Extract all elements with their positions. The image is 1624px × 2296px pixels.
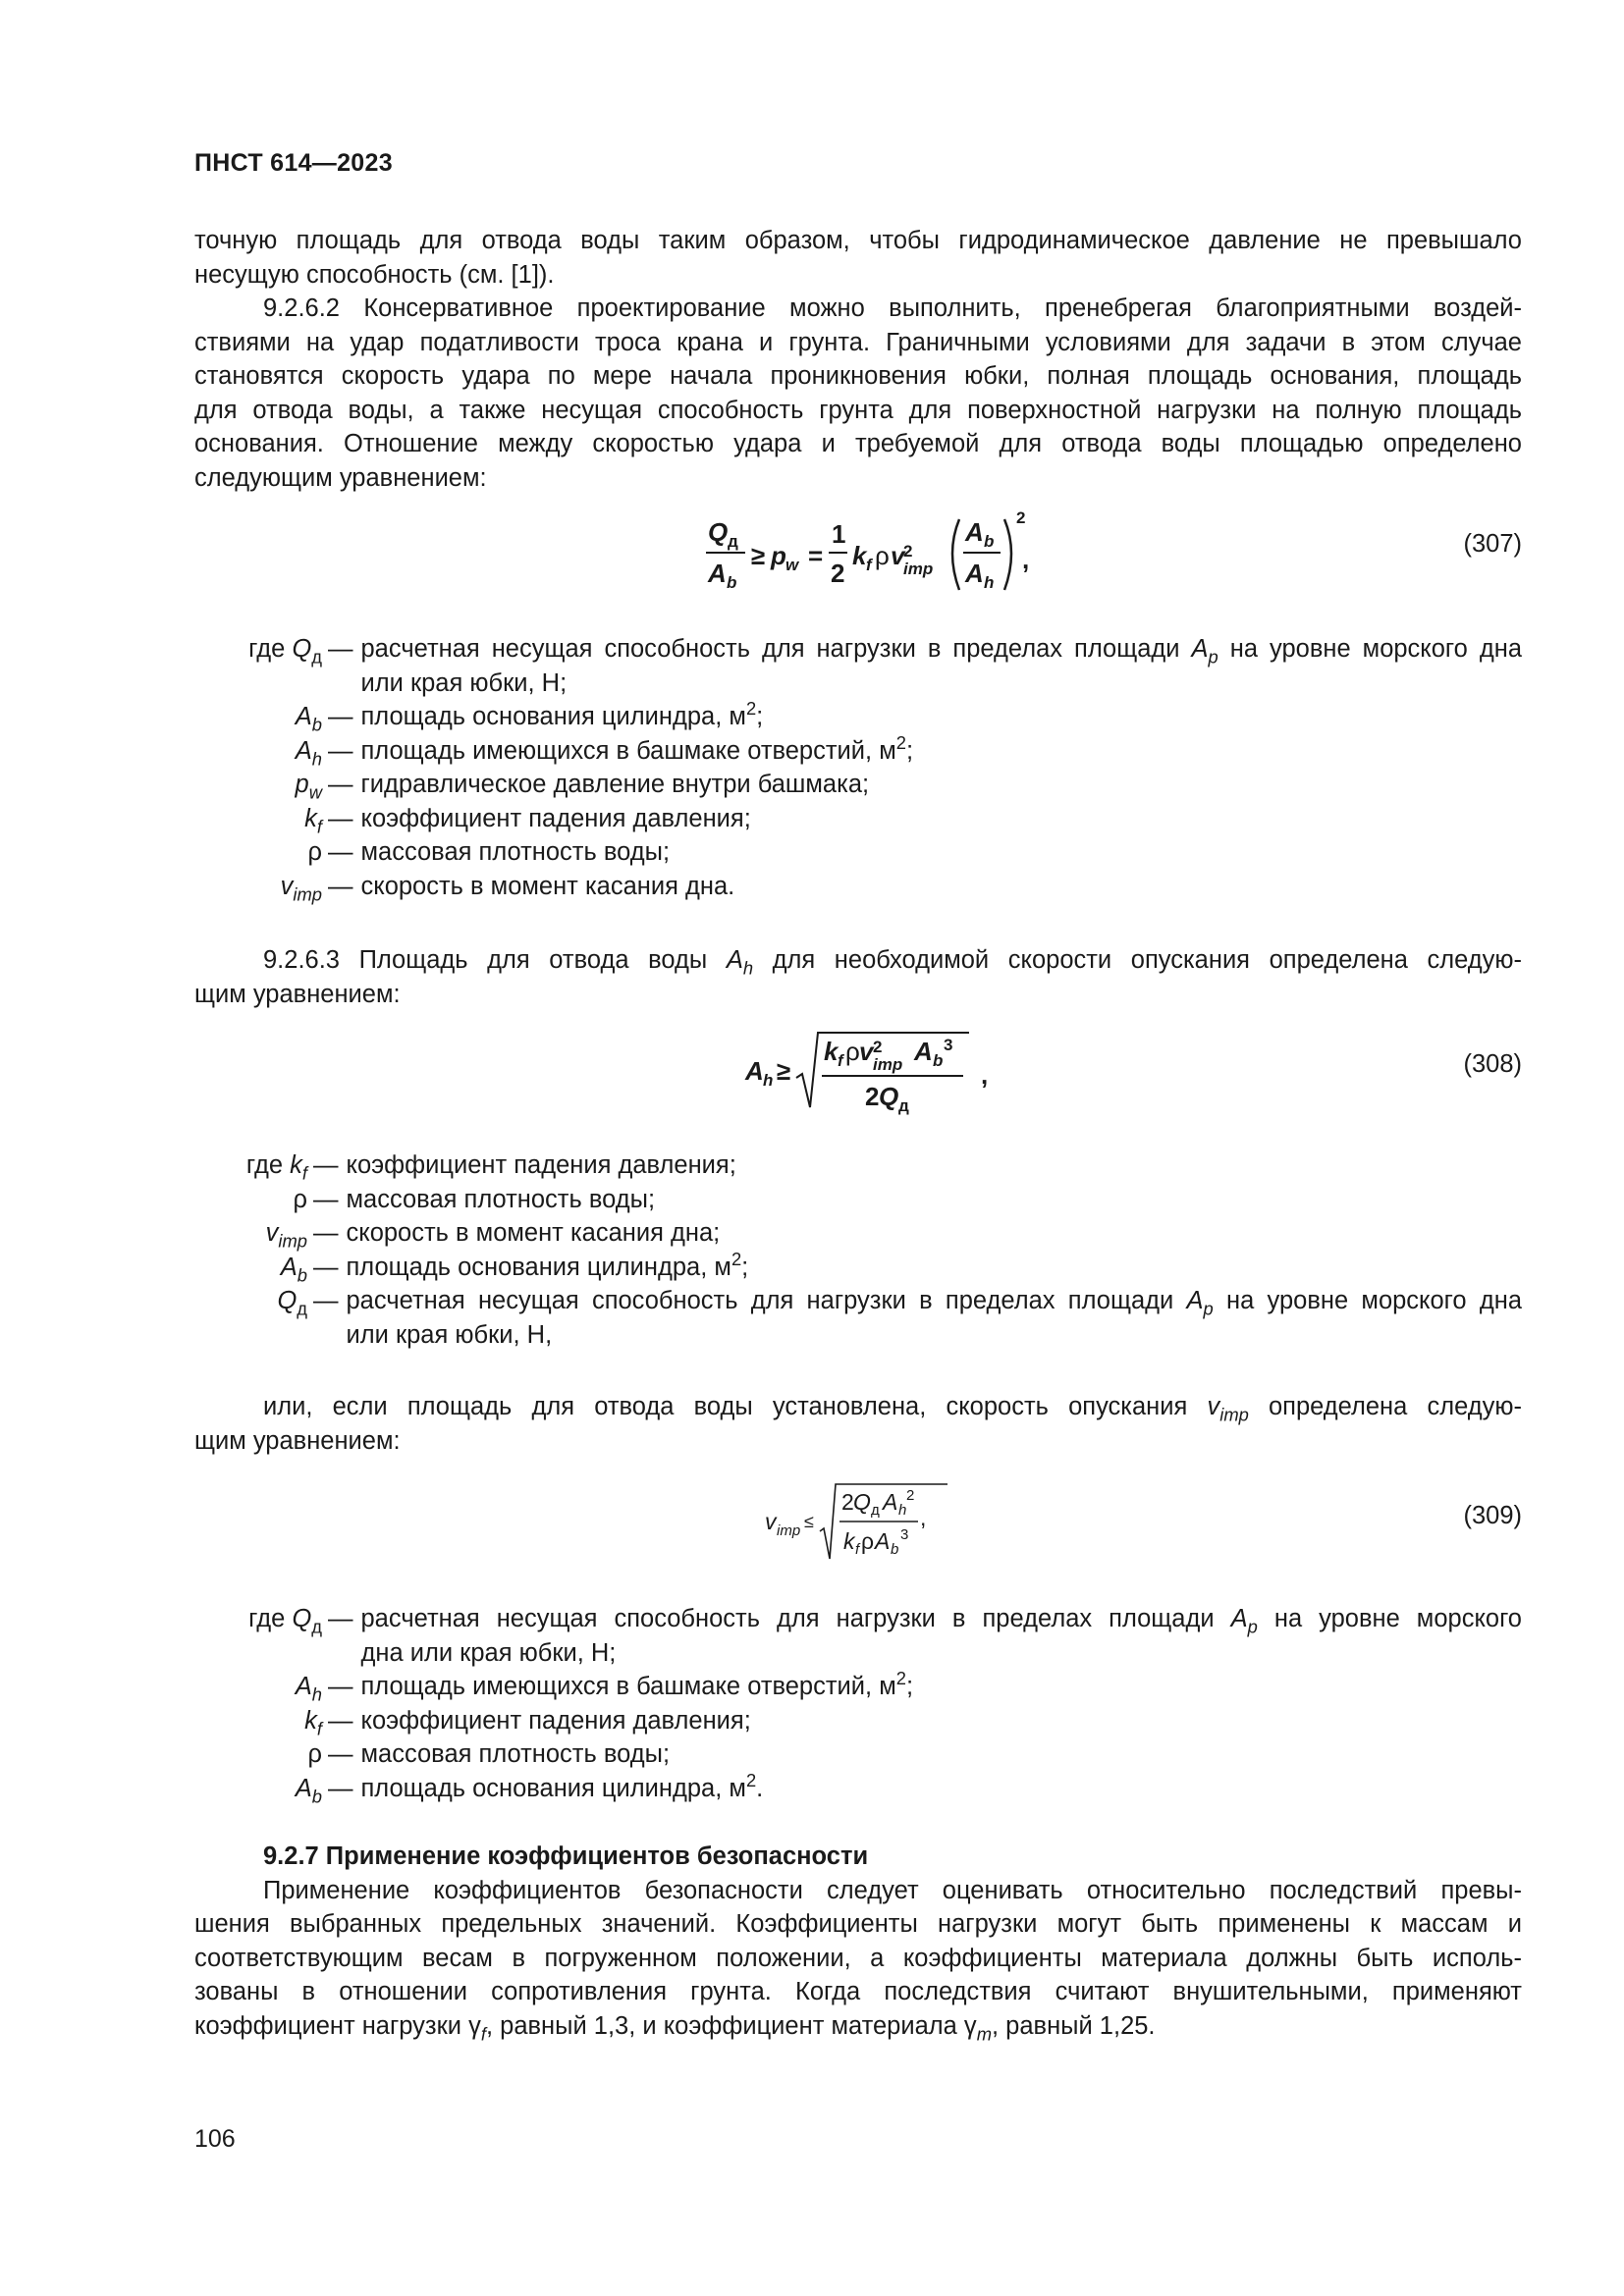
section-title: 9.2.7 Применение коэффициентов безопасности [263,1842,869,1870]
legend-description: скорость в момент касания дна. [360,872,735,900]
legend-description: расчетная несущая способность для нагрузки в пределах площади $A_p$ на уровне морского дна или края юбки, Н; [360,1605,1522,1667]
legend-symbol: $k_f$ [304,1706,322,1738]
svg-text:Q: Q [853,1489,871,1515]
svg-text:A: A [745,1056,764,1086]
legend-308 [194,1148,1522,1352]
legend-symbol: $A_b$ [280,1253,307,1285]
svg-text:ρ: ρ [861,1528,875,1554]
svg-text:Q: Q [708,517,729,547]
legend-row: $A_b$ — площадь основания цилиндра, $м^2$; [194,1251,1522,1285]
legend-description: коэффициент падения давления; [360,804,751,832]
legend-row: где $Q_д$ — расчетная несущая способность для нагрузки в пределах площади $A_p$ на уровне морского дна или края юбки, Н; [194,632,1522,700]
legend-description: площадь основания цилиндра, $м^2$; [346,1248,749,1281]
legend-symbol: $Q_д$ [277,1287,307,1319]
svg-text:p: p [771,541,786,570]
text-line: щим уравнением: [194,1426,401,1455]
svg-text:h: h [763,1071,774,1090]
svg-text:1: 1 [832,519,846,549]
svg-text:b: b [727,573,737,592]
svg-text:A: A [708,559,727,588]
text-line: ствиями на удар податливости троса крана и грунта. Граничными условиями для задачи в этом случае [194,328,1522,356]
text-line: щим уравнением: [194,980,401,1008]
legend-row: $A_b$ — площадь основания цилиндра, $м^2$; [194,700,1522,734]
legend-row: $A_h$ — площадь имеющихся в башмаке отверстий, $м^2$; [194,734,1522,769]
legend-description: гидравлическое давление внутри башмака; [360,771,870,798]
legend-row: где $k_f$ — коэффициент падения давления; [194,1148,1522,1183]
svg-text:2: 2 [873,1038,883,1056]
text-line: основания. Отношение между скоростью удара и требуемой для отвода воды площадью определено [194,430,1522,457]
legend-symbol: $A_b$ [295,1774,322,1806]
svg-text:k: k [843,1528,855,1554]
svg-text:b: b [891,1541,899,1558]
legend-row: $Q_д$ — расчетная несущая способность для нагрузки в пределах площади $A_p$ на уровне морского дна или края юбки, Н, [194,1284,1522,1352]
legend-symbol: $v_{imp}$ [280,872,322,904]
legend-description: площадь основания цилиндра, $м^2$. [360,1769,764,1802]
equation-309-formula [761,1472,957,1571]
text-line: или, если площадь для отвода воды установлена, скорость опускания $v_{imp}$ определена следую- [263,1393,1522,1425]
legend-symbol: $A_h$ [295,736,322,769]
svg-text:f: f [855,1541,860,1558]
legend-symbol: $k_f$ [304,804,322,836]
legend-symbol: ρ [307,838,322,866]
svg-text:k: k [824,1037,839,1066]
svg-text:imp: imp [903,560,934,578]
legend-symbol: где $Q_д$ [248,1605,322,1637]
svg-text:2: 2 [1016,508,1026,527]
svg-text:Q: Q [879,1082,899,1111]
legend-description: скорость в момент касания дна; [346,1219,721,1247]
legend-symbol: $v_{imp}$ [265,1219,307,1252]
equation-number: (307) [1463,530,1522,558]
legend-symbol: $p_w$ [295,771,322,803]
legend-symbol: где $Q_д$ [248,635,322,667]
svg-text:f: f [838,1051,843,1070]
svg-text:h: h [898,1502,907,1519]
svg-text:A: A [965,559,984,588]
text-line: следующим уравнением: [194,463,487,492]
legend-row: ρ — массовая плотность воды; [194,1737,1522,1772]
paragraph-alt [194,1390,1522,1458]
svg-text:,: , [920,1505,927,1530]
svg-text:ρ: ρ [875,541,890,570]
svg-text:A: A [875,1528,891,1554]
legend-row: $k_f$ — коэффициент падения давления; [194,1704,1522,1738]
svg-text:≥: ≥ [777,1056,791,1086]
svg-text:v: v [891,541,905,570]
svg-text:f: f [866,556,872,574]
section-9-2-7 [194,1840,1522,2043]
svg-text:=: = [808,541,824,570]
equation-308 [741,1021,997,1126]
text-line: становятся скорость удара по мере начала проникновения юбки, полная площадь основания, площадь [194,362,1522,390]
text-line: несущую способность (см. [1]). [194,260,555,289]
text-line: шения выбранных предельных значений. Коэффициенты нагрузки могут быть применены к массам и [194,1910,1522,1938]
legend-symbol: ρ [293,1185,307,1213]
legend-description: массовая плотность воды; [360,838,671,866]
legend-row: $k_f$ — коэффициент падения давления; [194,802,1522,836]
svg-text:2: 2 [841,1489,854,1515]
legend-row: $A_b$ — площадь основания цилиндра, $м^2$. [194,1772,1522,1806]
svg-text:imp: imp [873,1055,903,1074]
text-line: точную площадь для отвода воды таким образом, чтобы гидродинамическое давление не превышало [194,227,1522,254]
equation-number: (308) [1463,1050,1522,1078]
legend-description: коэффициент падения давления; [346,1151,736,1179]
legend-row: ρ — массовая плотность воды; [194,1183,1522,1217]
legend-symbol: ρ [307,1740,322,1768]
legend-description: расчетная несущая способность для нагрузки в пределах площади $A_p$ на уровне морского дна или края юбки, Н; [360,635,1523,697]
legend-description: массовая плотность воды; [360,1740,671,1768]
text-line: для отвода воды, а также несущая способность грунта для поверхностной нагрузки на полную площадь [194,396,1522,424]
legend-row: $A_h$ — площадь имеющихся в башмаке отверстий, $м^2$; [194,1670,1522,1704]
svg-text:A: A [965,517,984,547]
text-line: 9.2.6.3 Площадь для отвода воды $A_h$ для необходимой скорости опускания определена следую- [263,946,1522,979]
legend-description: коэффициент падения давления; [360,1706,751,1735]
legend-symbol: где $k_f$ [245,1151,307,1184]
svg-text:w: w [785,556,799,574]
text-line: Применение коэффициентов безопасности следует оценивать относительно последствий превы- [263,1876,1522,1904]
legend-309 [194,1602,1522,1805]
legend-row: где $Q_д$ — расчетная несущая способность для нагрузки в пределах площади $A_p$ на уровне морского дна или края юбки, Н; [194,1602,1522,1670]
svg-text:≤: ≤ [804,1512,814,1531]
svg-text:д: д [728,532,738,551]
svg-text:v: v [765,1509,777,1534]
svg-text:,: , [1022,545,1030,574]
equation-307-formula [702,506,1036,604]
text-line: 9.2.6.2 Консервативное проектирование можно выполнить, пренебрегая благоприятными воздей- [263,294,1522,322]
legend-row: $p_w$ — гидравлическое давление внутри башмака; [194,768,1522,802]
text-line: соответствующим весам в погруженном положении, а коэффициенты материала должны быть исполь- [194,1944,1522,1972]
paragraph-9-2-6-2 [194,292,1522,495]
svg-text:ρ: ρ [845,1037,860,1066]
text-line: коэффициент нагрузки $\gamma_f$, равный 1,3, и коэффициент материала $\gamma_m$, равный 1,25. [194,2011,1156,2044]
paragraph-9-2-6-3 [194,943,1522,1011]
svg-text:b: b [933,1051,944,1070]
text-line: зованы в отношении сопротивления грунта. Когда последствия считают внушительными, применяют [194,1978,1522,2005]
legend-description: площадь имеющихся в башмаке отверстий, $м^2$; [360,731,914,765]
svg-text:A: A [914,1037,933,1066]
equation-309 [761,1472,957,1577]
document-header: ПНСТ 614—2023 [194,149,393,177]
svg-text:h: h [984,573,995,592]
legend-row: $v_{imp}$ — скорость в момент касания дна. [194,870,1522,904]
page-number: 106 [194,2125,236,2153]
svg-text:,: , [981,1060,989,1090]
svg-text:k: k [852,541,867,570]
paragraph-intro [194,224,1522,292]
svg-text:v: v [859,1037,874,1066]
legend-description: площадь имеющихся в башмаке отверстий, $м^2$; [360,1667,914,1700]
legend-description: массовая плотность воды; [346,1185,656,1213]
svg-text:д: д [898,1096,909,1115]
equation-308-formula [741,1021,997,1119]
legend-symbol: $A_b$ [295,703,322,735]
svg-text:д: д [871,1502,880,1519]
svg-text:2: 2 [831,559,845,588]
svg-text:2: 2 [903,542,913,561]
legend-symbol: $A_h$ [295,1673,322,1705]
svg-text:2: 2 [865,1082,880,1111]
legend-row: $v_{imp}$ — скорость в момент касания дна; [194,1216,1522,1251]
equation-number: (309) [1463,1502,1522,1529]
svg-text:≥: ≥ [751,541,766,570]
svg-text:3: 3 [944,1036,953,1054]
svg-text:3: 3 [900,1526,909,1543]
legend-307 [194,632,1522,903]
svg-text:b: b [984,532,995,551]
legend-description: площадь основания цилиндра, $м^2$; [360,697,764,730]
svg-text:2: 2 [906,1487,915,1504]
equation-307 [702,506,1036,611]
legend-description: расчетная несущая способность для нагрузки в пределах площади $A_p$ на уровне морского дна или края юбки, Н, [346,1287,1523,1349]
legend-row: ρ — массовая плотность воды; [194,835,1522,870]
svg-text:A: A [883,1489,898,1515]
svg-text:imp: imp [777,1522,801,1539]
